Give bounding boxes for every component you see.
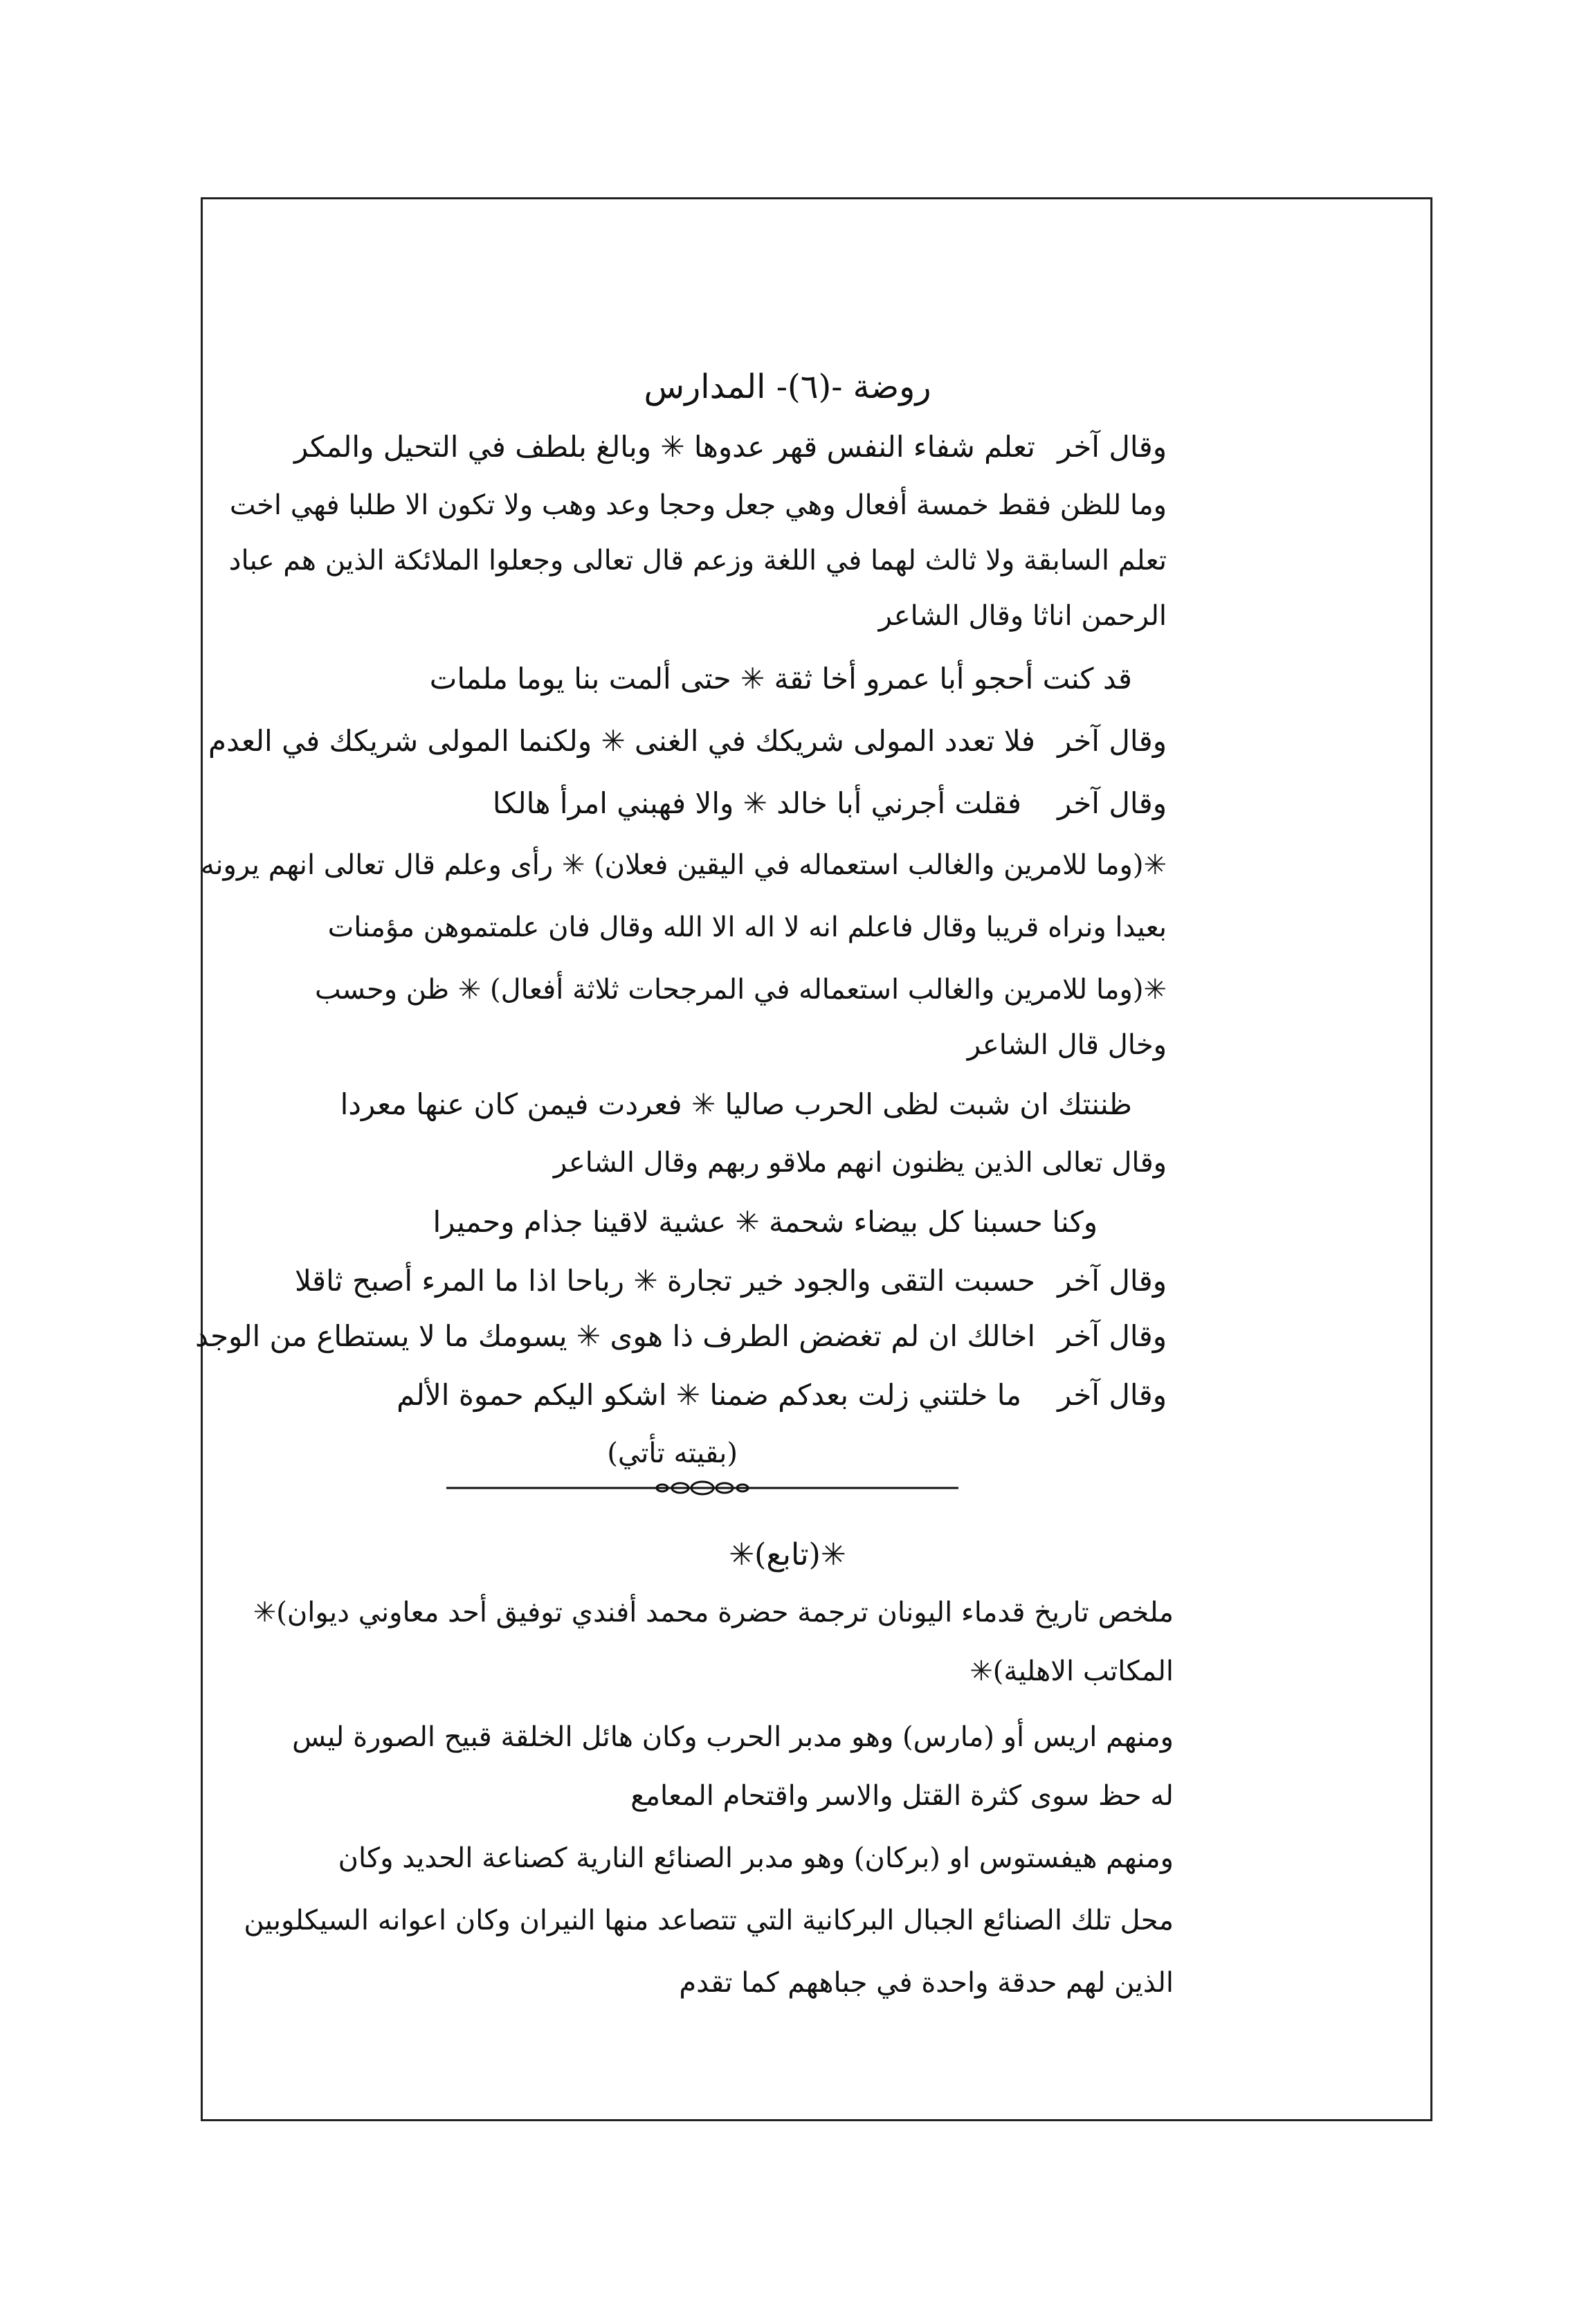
verse-line: فلا تعدد المولى شريكك في الغنى ✳ ولكنما المولى شريكك في العدم [208, 724, 1035, 758]
verse-line: تعلم شفاء النفس قهر عدوها ✳ وبالغ بلطف في التحيل والمكر [293, 430, 1035, 464]
text-line: تعلم السابقة ولا ثالث لهما في اللغة وزعم قال تعالى وجعلوا الملائكة الذين هم عباد [228, 545, 1167, 577]
text-line: وقال تعالى الذين يظنون انهم ملاقو ربهم وقال الشاعر [553, 1147, 1167, 1179]
verse-label: وقال آخر [1057, 724, 1167, 758]
text-line: الرحمن اناثا وقال الشاعر [878, 600, 1167, 632]
text-line: وخال قال الشاعر [967, 1029, 1167, 1061]
verse-line: وكنا حسبنا كل بيضاء شحمة ✳ عشية لاقينا جذام وحميرا [433, 1205, 1098, 1239]
verse-label: وقال آخر [1057, 1264, 1167, 1298]
verse-line: ما خلتني زلت بعدكم ضمنا ✳ اشكو اليكم حموة الألم [397, 1378, 1021, 1412]
intro-line: ملخص تاريخ قدماء اليونان ترجمة حضرة محمد أفندي توفيق أحد معاوني ديوان)✳ [253, 1597, 1174, 1628]
intro-line: المكاتب الاهلية)✳ [969, 1655, 1174, 1687]
verse-label: وقال آخر [1057, 1319, 1167, 1353]
verse-line: ظننتك ان شبت لظى الحرب صاليا ✳ فعردت فيمن كان عنها معردا [340, 1087, 1132, 1121]
paragraph-line: محل تلك الصنائع الجبال البركانية التي تتصاعد منها النيران وكان اعوانه السيكلوبين [244, 1905, 1174, 1936]
verse-label: وقال آخر [1057, 1378, 1167, 1412]
text-line: ✳(وما للامرين والغالب استعماله في المرجحات ثلاثة أفعال) ✳ ظن وحسب [315, 974, 1167, 1006]
paragraph-line: ومنهم هيفستوس او (بركان) وهو مدبر الصنائع النارية كصناعة الحديد وكان [338, 1842, 1174, 1874]
text-line: بعيدا ونراه قريبا وقال فاعلم انه لا اله الا الله وقال فان علمتموهن مؤمنات [327, 911, 1167, 943]
paragraph-line: الذين لهم حدقة واحدة في جباههم كما تقدم [679, 1967, 1174, 1999]
text-line: ✳(وما للامرين والغالب استعماله في اليقين فعلان) ✳ رأى وعلم قال تعالى انهم يرونه [200, 849, 1167, 881]
section-title: ✳(تابع)✳ [729, 1537, 846, 1572]
text-line: وما للظن فقط خمسة أفعال وهي جعل وحجا وعد وهب ولا تكون الا طلبا فهي اخت [229, 489, 1167, 521]
paragraph-line: له حظ سوى كثرة القتل والاسر واقتحام المعامع [630, 1780, 1174, 1812]
ornamental-divider [446, 1478, 958, 1498]
paragraph-line: ومنهم اريس أو (مارس) وهو مدبر الحرب وكان هائل الخلقة قبيح الصورة ليس [292, 1721, 1174, 1753]
verse-label: وقال آخر [1057, 786, 1167, 820]
verse-line: فقلت أجرني أبا خالد ✳ والا فهبني امرأ هالكا [492, 786, 1021, 820]
verse-line: قد كنت أحجو أبا عمرو أخا ثقة ✳ حتى ألمت بنا يوما ملمات [429, 662, 1132, 696]
page-title: روضة -(٦)- المدارس [644, 367, 931, 406]
continuation-note: (بقيته تأتي) [607, 1437, 738, 1469]
verse-label: وقال آخر [1057, 430, 1167, 464]
verse-line: حسبت التقى والجود خير تجارة ✳ رباحا اذا ما المرء أصبح ثاقلا [294, 1264, 1035, 1298]
verse-line: اخالك ان لم تغضض الطرف ذا هوى ✳ يسومك ما لا يستطاع من الوجد [195, 1319, 1035, 1353]
